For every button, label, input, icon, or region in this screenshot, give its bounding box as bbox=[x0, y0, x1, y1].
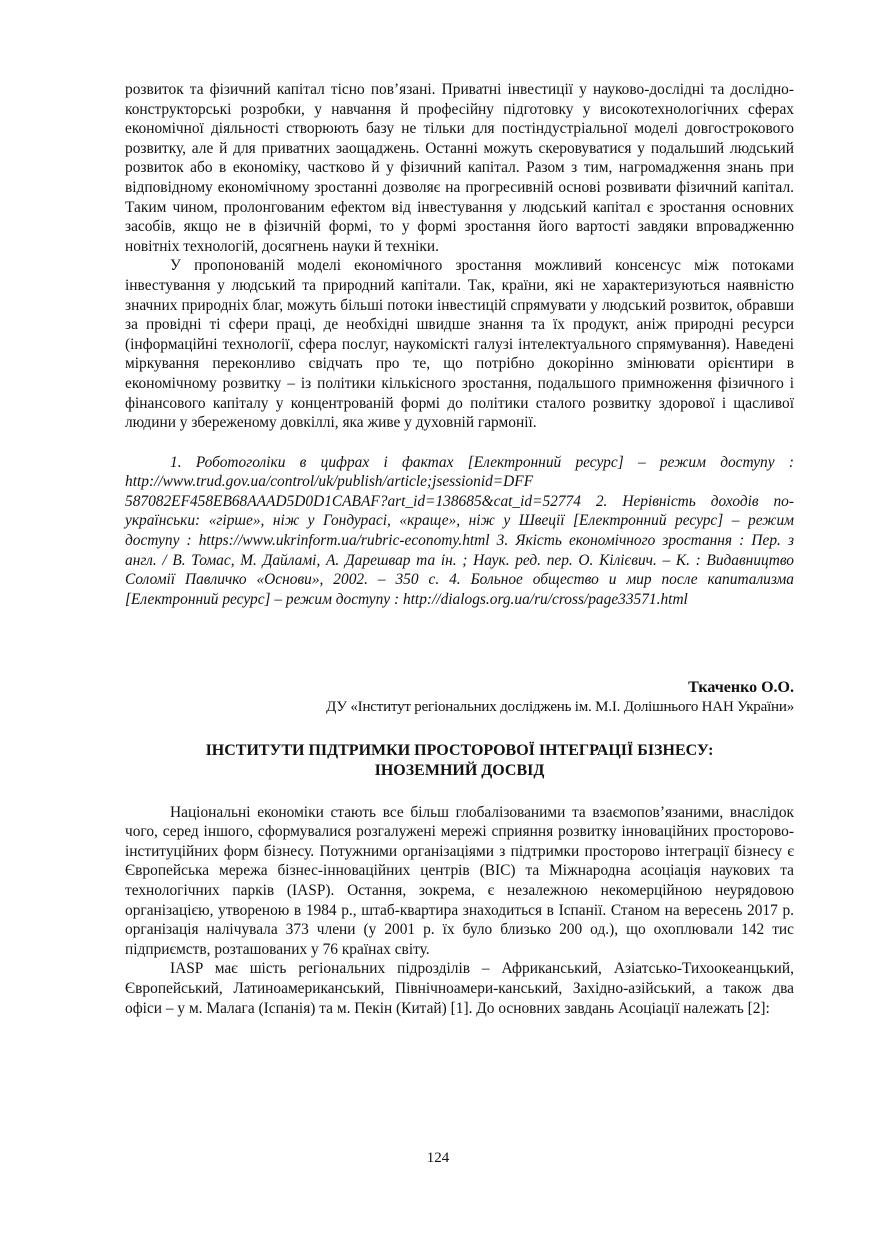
article-body bbox=[125, 803, 794, 1019]
article-title bbox=[125, 741, 794, 781]
author-affiliation: ДУ «Інститут регіональних досліджень ім. М.І. Долішнього НАН України» bbox=[326, 699, 794, 716]
intro-paragraph-2: У пропонованій моделі економічного зростання можливий консенсус між потоками інвестування у людський та природний капітали. Так, країни, які не характеризуються наявністю значних природніх благ, можуть більші потоки інвестицій спрямувати у людський розвиток, обравши за провідні ті сфери праці, де необхідні швидше знання та їх продукт, аніж природні ресурси (інформаційні технології, сфера послуг, наукоміскті галузі інтелектуального спрямування). Наведені міркування переконливо свідчать про те, що потрібно докорінно змінювати орієнтири в економічному розвитку – із політики кількісного зростання, подальшого примноження фізичного і фінансового капіталу у концентрованій формі до політики сталого розвитку здорової і щасливої людини у збереженому довкіллі, яка живе у духовній гармонії. bbox=[125, 257, 794, 432]
intro-paragraph-1: розвиток та фізичний капітал тісно пов’язані. Приватні інвестиції у науково-дослідні та дослідно-конструкторські розробки, у навчання й професійну підготовку у високотехнологічних сферах економічної діяльності створюють базу не тільки для постіндустріальної моделі довгострокового розвитку, але й для приватних заощаджень. Останні можуть скеровуватися у подальший людський розвиток або в економіку, частково й у фізичний капітал. Разом з тим, нагромадження знань при відповідному економічному зростанні дозволяє на прогресивній основі розвивати фізичний капітал. Таким чином, пролонгованим ефектом від інвестування у людський капітал є зростання основних засобів, якщо не в фізичній формі, то у формі зростання його вартості завдяки впровадженню новітніх технологій, досягнень науки й техніки. bbox=[125, 81, 794, 255]
document-page bbox=[125, 80, 794, 1018]
author-name: Ткаченко О.О. bbox=[688, 679, 794, 697]
article-paragraph-1: Національні економіки стають все більш глобалізованими та взаємопов’язаними, внаслідок чого, серед іншого, сформувалися розгалужені мережі сприяння розвитку інноваційних просторово-інституційних форм бізнесу. Потужними організаціями з підтримки просторово інтеграції бізнесу є Європейська мережа бізнес-інноваційних центрів (BIC) та Міжнародна асоціація наукових та технологічних парків (IASP). Остання, зокрема, є незалежною некомерційною неурядовою організацією, утвореною в 1984 р., штаб-квартира знаходиться в Іспанії. Станом на вересень 2017 р. організація налічувала 373 члени (у 2001 р. їх було близько 200 од.), що охоплювали 142 тис підприємств, розташованих у 76 країнах світу. bbox=[125, 803, 794, 958]
article-title-line-1: ІНСТИТУТИ ПІДТРИМКИ ПРОСТОРОВОЇ ІНТЕГРАЦІЇ БІЗНЕСУ: bbox=[205, 741, 714, 759]
article-paragraph-2: IASP має шість регіональних підрозділів – Африканський, Азіатсько-Тихоокеанцький, Європейський, Латиноамериканський, Північноамери-канський, Західно-азійський, а також два офіси – у м. Малага (Іспанія) та м. Пекін (Китай) [1]. До основних завдань Асоціації належать [2]: bbox=[125, 960, 794, 1017]
page-number: 124 bbox=[426, 1150, 450, 1166]
article-title-line-2: ІНОЗЕМНИЙ ДОСВІД bbox=[374, 761, 545, 779]
references-list: 1. Роботоголіки в цифрах і фактах [Електронний ресурс] – режим доступу : http://www.trud.gov.ua/control/uk/publish/article;jsessionid=DFF 587082EF458EB68AAAD5D0D1CABAF?art_id=138685&cat_id=52774 2. Нерівність доходів по-українськи: «гірше», ніж у Гондурасі, «краще», ніж у Швеції [Електронний ресурс] – режим доступу : https://www.ukrinform.ua/rubric-economy.html 3. Якість економічного зростання : Пер. з англ. / В. Томас, М. Дайламі, А. Дарешвар та ін. ; Наук. ред. пер. О. Кілієвич. – К. : Видавництво Соломії Павличко «Основи», 2002. – 350 с. 4. Больное общество и мир после капитализма [Електронний ресурс] – режим доступу : http://dialogs.org.ua/ru/cross/page33571.html bbox=[125, 453, 794, 608]
